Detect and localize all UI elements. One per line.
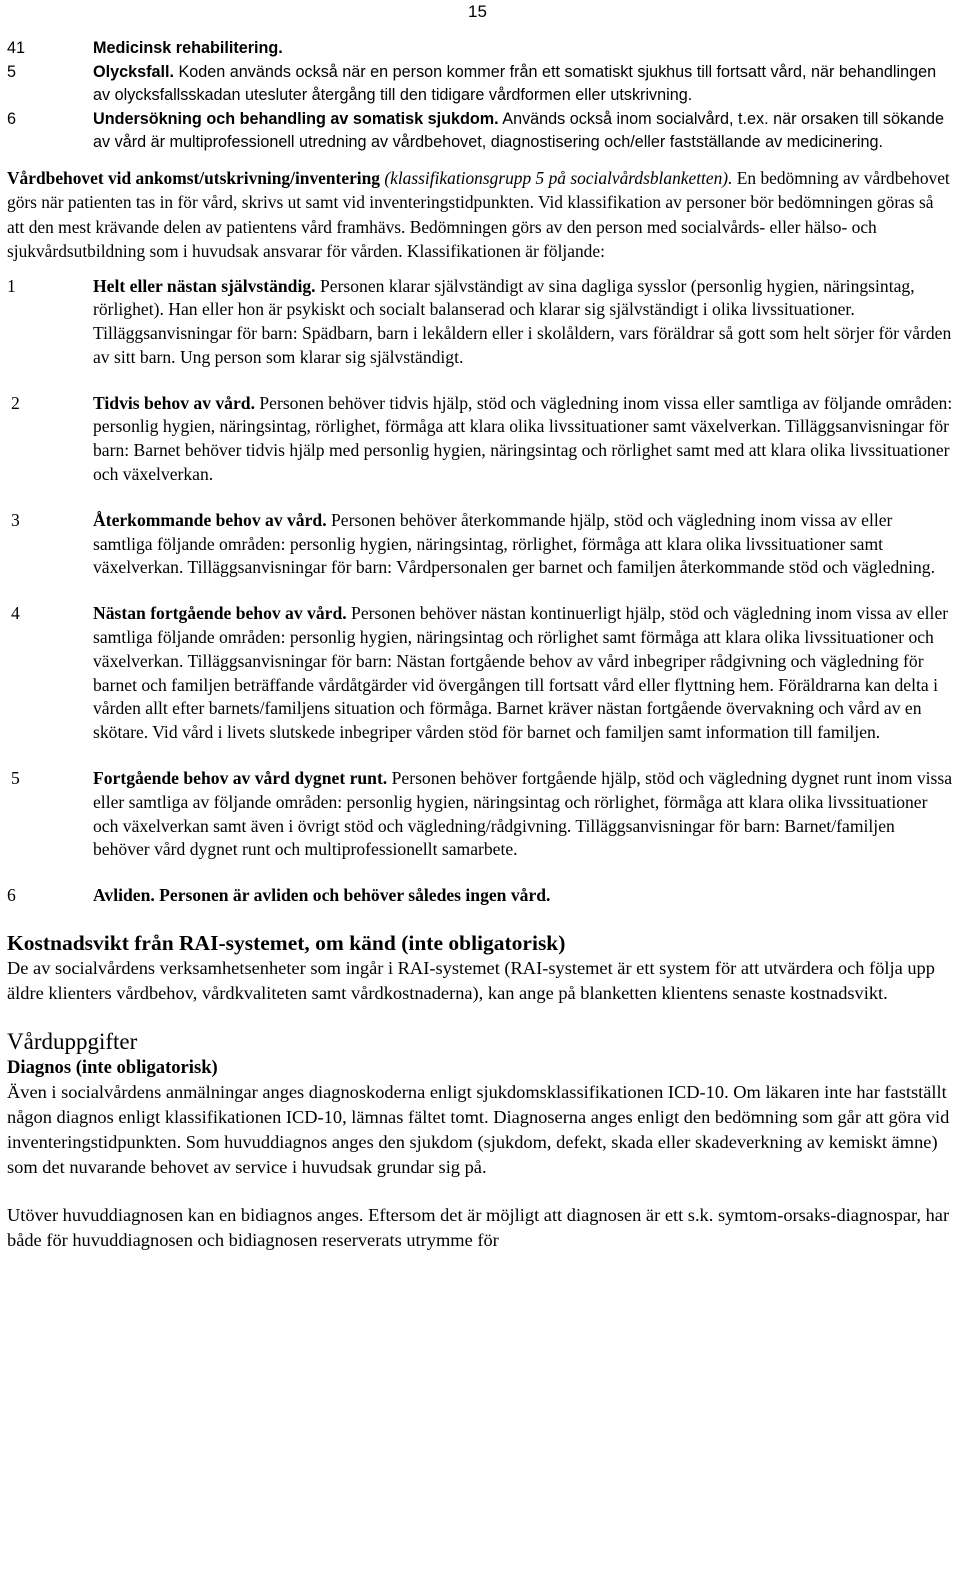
entry-text: Används också inom socialvård, t.ex. när orsaken till sökande av vård är multiprofessionell utredning av vårdbehovet, diagnostisering och/eller fastställande av medicinering. xyxy=(93,109,945,151)
classification-item xyxy=(7,884,955,908)
diagnos-subheading: Diagnos (inte obligatorisk) xyxy=(7,1057,218,1079)
class-title: Helt eller nästan självständig. xyxy=(93,275,316,296)
kostnad-heading: Kostnadsvikt från RAI-systemet, om känd (inte obligatorisk) xyxy=(7,931,566,956)
class-title: Avliden. Personen är avliden och behöver således ingen vård. xyxy=(93,885,551,906)
class-title: Nästan fortgående behov av vård. xyxy=(93,603,347,624)
vardbehov-heading: Vårdbehovet vid ankomst/utskrivning/inventering xyxy=(7,167,380,188)
class-number: 6 xyxy=(7,885,16,906)
diagnos-paragraph-1: Även i socialvårdens anmälningar anges diagnoskoderna enligt sjukdomsklassifikationen ICD-10. Om läkaren inte har fastställt någon diagnos enligt klassifikationen ICD-10, lämnas fältet tomt. Diagnoserna anges enligt den bedömning som går att göra vid inventeringstidpunkten. Som huvuddiagnos anges den sjukdom (sjukdom, defekt, skada eller skadeverkning av kemiskt ämne) som det nuvarande behovet av service i huvudsak grundar sig på. xyxy=(7,1082,950,1177)
class-title: Fortgående behov av vård dygnet runt. xyxy=(93,768,388,789)
entry-title: Undersökning och behandling av somatisk sjukdom. xyxy=(93,109,499,128)
entry-number: 41 xyxy=(7,39,26,57)
class-number: 1 xyxy=(7,275,16,296)
classification-list xyxy=(7,275,955,909)
class-number: 4 xyxy=(11,603,20,624)
class-text: Personen behöver nästan kontinuerligt hjälp, stöd och vägledning inom vissa av eller samtliga följande områden: personlig hygien, näringsintag och rörlighet samt förmåga att klara olika livssituationer och växelverkan. Tilläggsanvisningar för barn: Nästan fortgående behov av vård inbegriper rådgivning och vägledning för barnet och familjen beträffande vårdåtgärder vid övergången till fortsatt vård eller flyttning hem. Föräldrarna kan delta i vården allt efter barnets/familjens situation och förmåga. Barnet kräver nästan fortgående övervakning och vård av en skötare. Vid vård i livets slutskede inbegriper vården stöd för barnet och familjen samt information till familjen. xyxy=(93,603,949,743)
vardbehov-text: En bedömning av vårdbehovet görs när patienten tas in för vård, skrivs ut samt vid inventeringstidpunkten. Vid klassifikation av personer bör bedömningen göras så att den mest krävande delen av patientens vård framhävs. Bedömningen görs av den person med socialvårds- eller hälso- och sjukvårdsutbildning som i huvudsak ansvarar för vården. Klassifikationen är följande: xyxy=(7,167,950,261)
classification-item xyxy=(7,275,955,370)
entry-title: Olycksfall. xyxy=(93,62,174,81)
varduppgifter-heading: Vårduppgifter xyxy=(7,1029,138,1055)
entry-text: Koden används också när en person kommer från ett somatiskt sjukhus till fortsatt vård, när behandlingen av olycksfallsskadan utesluter återgång till den tidigare vårdformen eller utskrivning. xyxy=(93,62,937,104)
page-number: 15 xyxy=(468,2,487,21)
class-text: Personen behöver återkommande hjälp, stöd och vägledning inom vissa av eller samtliga följande områden: personlig hygien, näringsintag, rörlighet, förmåga att klara olika livssituationer samt växelverkan. Tilläggsanvisningar för barn: Vårdpersonalen ger barnet och familjen återkommande stöd och vägledning. xyxy=(93,509,935,578)
entry-title: Medicinsk rehabilitering. xyxy=(93,39,283,57)
document-body xyxy=(7,37,955,1253)
entry-number: 6 xyxy=(7,109,17,128)
class-text: Personen klarar självständigt av sina dagliga sysslor (personlig hygien, näringsintag, rörlighet). Han eller hon är psykiskt och socialt balanserad och klarar sig självständigt i olika livssituationer. Tilläggsanvisningar för barn: Spädbarn, barn i lekåldern eller i skolåldern, vars föräldrar så gott som helt sörjer för vården av sitt barn. Ung person som klarar sig självständigt. xyxy=(93,275,952,367)
diagnos-paragraph-2: Utöver huvuddiagnosen kan en bidiagnos anges. Eftersom det är möjligt att diagnosen är ett s.k. symtom-orsaks-diagnospar, har både för huvuddiagnosen och bidiagnosen reserverats utrymme för xyxy=(7,1205,950,1250)
entries-top xyxy=(7,37,955,155)
entry-row xyxy=(7,108,955,155)
class-title: Tidvis behov av vård. xyxy=(93,392,255,413)
kostnad-text: De av socialvårdens verksamhetsenheter som ingår i RAI-systemet (RAI-systemet är ett system för att utvärdera och följa upp äldre klienters vårdbehov, vårdkvaliteten samt vårdkostnaderna), kan ange på blanketten klientens senaste kostnadsvikt. xyxy=(7,958,935,1003)
vardbehov-heading-note: (klassifikationsgrupp 5 på socialvårdsblanketten). xyxy=(384,167,733,188)
class-number: 2 xyxy=(11,392,20,413)
class-number: 5 xyxy=(11,768,20,789)
entry-row xyxy=(7,37,955,61)
classification-item xyxy=(7,602,955,745)
class-number: 3 xyxy=(11,509,20,530)
vardbehov-paragraph xyxy=(7,166,955,264)
class-text: Personen behöver tidvis hjälp, stöd och vägledning inom vissa eller samtliga av följande områden: personlig hygien, näringsintag, rörlighet, förmåga att klara olika livssituationer samt växelverkan. Tilläggsanvisningar för barn: Barnet behöver tidvis hjälp med personlig hygien, näringsintag och rörlighet samt med att klara olika livssituationer och växelverkan. xyxy=(93,392,953,485)
classification-item xyxy=(7,509,955,580)
entry-row xyxy=(7,61,955,108)
class-text: Personen behöver fortgående hjälp, stöd och vägledning dygnet runt inom vissa eller samtliga av följande områden: personlig hygien, näringsintag och rörlighet, förmåga att klara olika livssituationer och växelverkan samt även i övrigt stöd och vägledning/rådgivning. Tilläggsanvisningar för barn: Barnet/familjen behöver vård dygnet runt och multiprofessionellt samarbete. xyxy=(93,768,953,860)
entry-number: 5 xyxy=(7,62,17,81)
classification-item xyxy=(7,392,955,487)
classification-item xyxy=(7,767,955,862)
class-title: Återkommande behov av vård. xyxy=(93,509,327,530)
